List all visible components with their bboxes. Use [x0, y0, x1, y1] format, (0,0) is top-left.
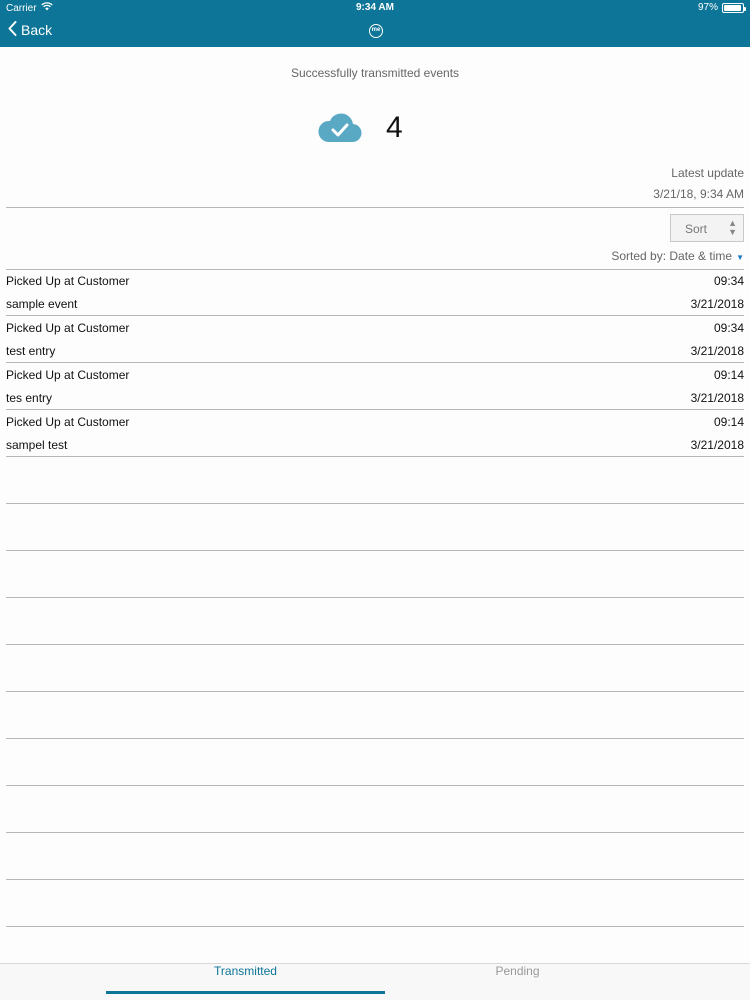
empty-list-row — [6, 786, 744, 833]
battery-percent: 97% — [697, 2, 718, 13]
event-type: Picked Up at Customer — [6, 321, 130, 335]
tab-transmitted-label: Transmitted — [214, 964, 277, 978]
events-list — [0, 269, 750, 927]
event-note: tes entry — [6, 391, 53, 405]
transmitted-events-screen — [0, 47, 750, 963]
carrier-label: Carrier — [6, 2, 37, 14]
caret-down-icon: ▼ — [736, 253, 744, 262]
empty-list-row — [6, 457, 744, 504]
sort-button[interactable] — [670, 214, 744, 242]
event-date: 3/21/2018 — [690, 438, 744, 452]
sort-label: Sort — [685, 222, 708, 236]
event-time: 09:34 — [713, 274, 744, 288]
event-time: 09:34 — [713, 321, 744, 335]
empty-list-row — [6, 833, 744, 880]
empty-list-row — [6, 739, 744, 786]
event-time: 09:14 — [713, 368, 744, 382]
event-row[interactable] — [6, 363, 744, 410]
app-header — [0, 0, 750, 47]
event-type: Picked Up at Customer — [6, 368, 130, 382]
battery-indicator — [698, 2, 744, 13]
event-date: 3/21/2018 — [690, 344, 744, 358]
transmitted-count: 4 — [386, 111, 403, 144]
sorted-by-label: Sorted by: Date & time — [611, 249, 733, 263]
tab-pending-label: Pending — [495, 964, 540, 978]
event-note: sampel test — [6, 438, 68, 452]
back-button[interactable] — [8, 21, 52, 39]
sort-arrows-icon: ▲ ▼ — [728, 218, 737, 237]
event-time: 09:14 — [713, 415, 744, 429]
nav-bar — [0, 16, 750, 47]
clock: 9:34 AM — [356, 2, 394, 13]
battery-fill — [724, 5, 741, 11]
empty-list-row — [6, 504, 744, 551]
event-row[interactable] — [6, 269, 744, 316]
battery-icon — [722, 3, 744, 13]
back-label: Back — [21, 22, 53, 38]
chevron-left-icon — [8, 21, 17, 39]
empty-list-row — [6, 551, 744, 598]
latest-update-value: 3/21/18, 9:34 AM — [653, 187, 744, 201]
tab-pending[interactable] — [385, 964, 650, 1000]
summary-divider — [6, 207, 744, 208]
latest-update-label: Latest update — [671, 166, 744, 180]
tab-transmitted[interactable] — [106, 964, 385, 1000]
empty-list-row — [6, 880, 744, 927]
empty-list-row — [6, 692, 744, 739]
sorted-by-selector[interactable] — [611, 249, 744, 263]
active-tab-indicator — [106, 991, 385, 994]
event-note: sample event — [6, 297, 78, 311]
event-note: test entry — [6, 344, 56, 358]
event-type: Picked Up at Customer — [6, 415, 130, 429]
cloud-check-icon — [318, 113, 362, 148]
event-row[interactable] — [6, 410, 744, 457]
event-date: 3/21/2018 — [690, 391, 744, 405]
event-row[interactable] — [6, 316, 744, 363]
tab-bar — [0, 963, 750, 1000]
app-logo: me — [369, 24, 383, 38]
empty-list-row — [6, 598, 744, 645]
empty-list-row — [6, 645, 744, 692]
event-type: Picked Up at Customer — [6, 274, 130, 288]
summary-title: Successfully transmitted events — [290, 66, 460, 80]
event-date: 3/21/2018 — [690, 297, 744, 311]
status-bar — [0, 0, 750, 16]
